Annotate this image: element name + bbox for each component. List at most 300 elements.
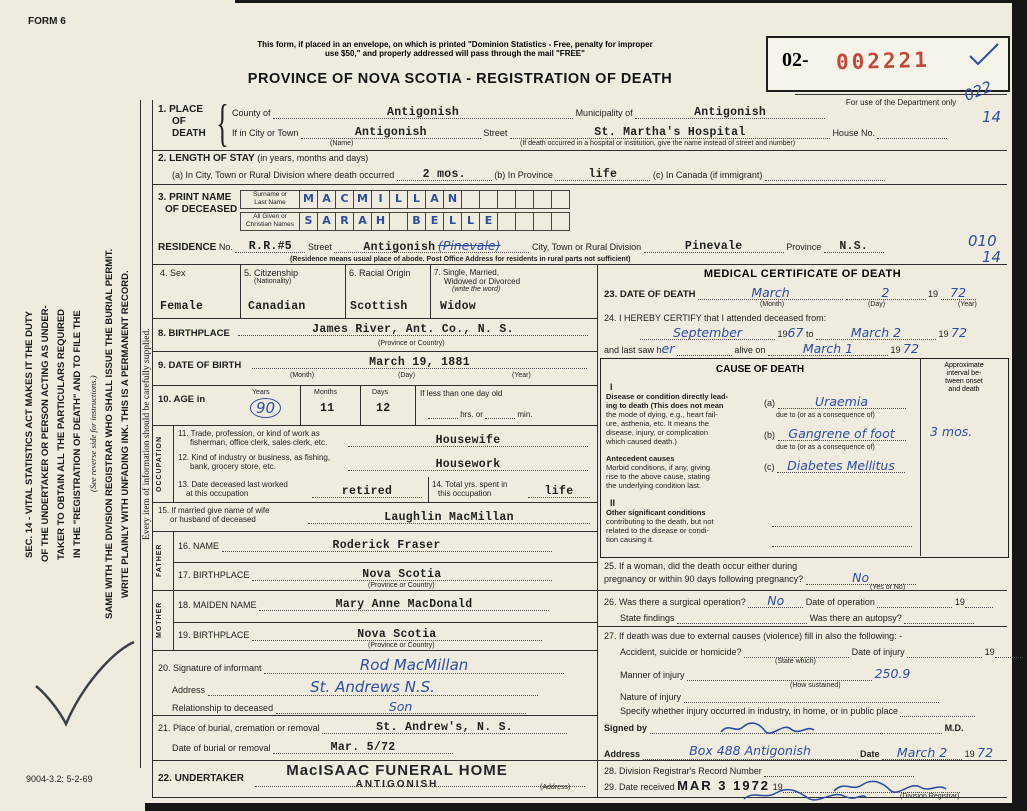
- rule: [152, 650, 597, 651]
- letter-box: [389, 212, 408, 231]
- fill-line: [772, 534, 912, 547]
- item26-line2: [620, 611, 974, 624]
- letter-box: S: [299, 212, 318, 231]
- date-received-stamp: MAR 3 1972: [677, 778, 771, 793]
- item15-label-l1: 15. If married give name of wife: [158, 506, 270, 515]
- death-day-value: 2: [881, 285, 890, 300]
- burial-date-line: [172, 741, 453, 754]
- item27-line5: [620, 704, 975, 717]
- mother-birthplace-line: [178, 628, 542, 641]
- residence-no-label: No.: [218, 242, 233, 252]
- county-value: Antigonish: [387, 106, 460, 119]
- nature-of-injury-label: Nature of injury: [620, 692, 682, 702]
- cause-c-label: (c): [764, 462, 775, 472]
- rule: [173, 562, 597, 563]
- rule: [152, 150, 1007, 151]
- item2-a-field: [397, 168, 492, 181]
- street-label: Street: [483, 128, 508, 138]
- surname-label-l1: Surname or: [253, 191, 287, 198]
- birthplace-field: [238, 323, 588, 336]
- surgical-operation-field: [748, 595, 803, 608]
- physician-address-value: Box 488 Antigonish: [689, 743, 811, 758]
- item1-line1: [232, 106, 825, 119]
- item15-label-l2: or husband of deceased: [170, 515, 256, 524]
- cause-p1-l4: ure, asthenia, etc. It means the: [606, 419, 709, 428]
- state-findings-label: State findings: [620, 613, 675, 623]
- rule: [152, 351, 597, 352]
- rule: [597, 626, 1007, 627]
- sidebar-divider: [140, 100, 141, 768]
- letter-box: [479, 190, 498, 209]
- rule: [152, 425, 597, 426]
- residence-province-field: [824, 240, 884, 253]
- death-day-field: [846, 287, 926, 300]
- attended-from-value: September: [672, 325, 743, 340]
- other-conditions-field-2: [772, 534, 912, 547]
- letter-box: [515, 212, 534, 231]
- age-days-value: 12: [376, 402, 391, 415]
- municipality-field: [635, 106, 825, 119]
- rule: [152, 264, 1007, 265]
- father-birthplace-value: Nova Scotia: [362, 568, 442, 581]
- burial-date-label: Date of burial or removal: [172, 743, 271, 753]
- antecedent-l2: rise to the above cause, stating: [606, 472, 710, 481]
- occupation-strip-divider: [173, 425, 174, 502]
- cause-c-value: Diabetes Mellitus: [787, 458, 895, 473]
- father-birthplace-line: [178, 568, 552, 581]
- letter-box: B: [407, 212, 426, 231]
- occupation-vertical-label: OCCUPATION: [156, 435, 163, 492]
- father-strip-divider: [173, 531, 174, 590]
- letter-box: L: [443, 212, 462, 231]
- residence-province-label: Province: [786, 242, 822, 252]
- item2-title-line: [158, 153, 368, 164]
- cause-p1-l5: disease, injury, or complication: [606, 428, 708, 437]
- birth-date-label: 9. DATE OF BIRTH: [158, 360, 242, 371]
- letter-box: A: [317, 190, 336, 209]
- mother-birthplace-value: Nova Scotia: [357, 628, 437, 641]
- division-registrar-sub: (Division Registrar): [900, 793, 960, 800]
- nineteen-label: 19: [772, 782, 783, 792]
- cause-instruction-1: [606, 392, 760, 446]
- death-month-field: [698, 287, 843, 300]
- informant-signature-label: 20. Signature of informant: [158, 663, 262, 673]
- mother-name-field: [259, 598, 549, 611]
- cause-c-field: [777, 460, 905, 473]
- physician-signature-field: [650, 721, 885, 734]
- accident-label: Accident, suicide or homicide?: [620, 647, 742, 657]
- item2-b-value: life: [588, 168, 618, 181]
- cell-divider: [300, 385, 301, 425]
- letter-box: [551, 190, 570, 209]
- letter-box: [551, 212, 570, 231]
- scan-edge-top: [235, 0, 1012, 3]
- operation-date-label: Date of operation: [805, 597, 875, 607]
- cell-divider: [428, 477, 429, 502]
- burial-place-line: [158, 721, 567, 734]
- age-less-label: If less than one day old: [420, 389, 503, 398]
- letter-box: I: [371, 190, 390, 209]
- other-conditions-l2: related to the disease or condi-: [606, 526, 709, 535]
- item28-line: [604, 764, 914, 777]
- father-name-value: Roderick Fraser: [332, 539, 441, 552]
- marital-label-l2: Widowed or Divorced: [444, 277, 521, 286]
- city-value: Antigonish: [354, 126, 427, 139]
- nineteen-label: 19: [954, 597, 965, 607]
- rule: [152, 531, 597, 532]
- birth-date-field: [252, 356, 587, 369]
- birth-date-value: March 19, 1881: [369, 356, 470, 369]
- age-years-label: Years: [252, 389, 270, 396]
- item3-t2: OF DECEASED: [165, 204, 238, 215]
- death-day-sub: (Day): [868, 301, 886, 308]
- informant-address-line: [172, 679, 538, 696]
- nineteen-label: 19: [777, 329, 788, 339]
- md-label: M.D.: [944, 723, 964, 733]
- injury-date-label: Date of injury: [851, 647, 905, 657]
- rule: [597, 590, 1007, 591]
- pregnancy-sub: (Yes or No): [870, 584, 906, 591]
- fill-line: [772, 514, 912, 527]
- last-seen-field: [768, 343, 888, 356]
- sidebar-see-reverse: (See reverse side for instructions.): [88, 375, 98, 493]
- antecedent-l3: the underlying condition last.: [606, 481, 702, 490]
- cause-a-field: [778, 396, 906, 409]
- residence-struck-value: (Pinevale): [437, 238, 501, 253]
- form-number: FORM 6: [28, 16, 66, 27]
- item1-line2: [232, 126, 947, 139]
- cause-a-line: [764, 396, 906, 409]
- informant-signature-value: Rod MacMillan: [359, 656, 469, 674]
- spouse-field: [308, 511, 590, 524]
- citizenship-value: Canadian: [248, 300, 306, 313]
- undertaker-label: 22. UNDERTAKER: [158, 773, 244, 784]
- certify-line1: 24. I HEREBY CERTIFY that I attended deceased from:: [604, 313, 827, 323]
- city-field: [301, 126, 481, 139]
- informant-address-field: [208, 679, 538, 696]
- informant-relationship-label: Relationship to deceased: [172, 703, 274, 713]
- rule: [173, 622, 597, 623]
- cause-due-to-1: due to (or as a consequence of): [776, 412, 875, 419]
- cause-a-value: Uraemia: [815, 394, 868, 409]
- father-birthplace-field: [252, 568, 552, 581]
- marital-label-l1: 7. Single, Married,: [434, 268, 499, 277]
- cause-b-field: [778, 428, 906, 441]
- death-date-line: [604, 287, 976, 300]
- serial-number-stamp: 002221: [835, 47, 931, 75]
- state-findings-field: [677, 611, 807, 624]
- cell-divider: [240, 264, 241, 318]
- house-no-field: [877, 126, 947, 139]
- item12-line: [348, 458, 588, 471]
- accident-field: [744, 645, 849, 658]
- fill-line: [887, 721, 942, 734]
- burial-place-field: [322, 721, 567, 734]
- autopsy-field: [904, 611, 974, 624]
- nineteen-label: 19: [928, 289, 939, 299]
- dept-code-handwritten-2: 14: [982, 108, 1002, 126]
- cause-roman-2: II: [610, 498, 616, 508]
- letter-box: [533, 190, 552, 209]
- informant-relationship-line: [172, 701, 526, 714]
- cause-b-value: Gangrene of foot: [788, 426, 895, 441]
- age-months-label: Months: [314, 389, 337, 396]
- certify-line3: [604, 343, 919, 356]
- racial-origin-label: 6. Racial Origin: [349, 268, 411, 278]
- cause-c-line: [764, 460, 905, 473]
- surname-letter-boxes: [300, 190, 570, 209]
- death-year-sub: (Year): [958, 301, 977, 308]
- birthplace-line: [238, 323, 588, 336]
- sidebar-sec14-line2: OF THE UNDERTAKER OR PERSON ACTING AS UNDER-: [40, 305, 51, 563]
- age-years-value: 90: [250, 398, 281, 418]
- rule: [152, 715, 597, 716]
- pregnancy-value: No: [852, 570, 870, 585]
- sign-year-value: 72: [977, 745, 994, 760]
- cause-due-to-2: due to (or as a consequence of): [776, 444, 875, 451]
- birth-day-sub: (Day): [398, 372, 416, 379]
- age-min-label: min.: [517, 410, 533, 419]
- physician-address-field: [643, 743, 858, 760]
- item25-l2-line: [604, 572, 916, 585]
- sidebar-sec14-line4: IN THE "REGISTRATION OF DEATH" AND TO FILE THE: [72, 310, 83, 558]
- residence-province-value: N.S.: [839, 240, 869, 253]
- interval-header-l3: tween onset: [945, 378, 983, 385]
- antecedent-title: Antecedent causes: [606, 454, 675, 463]
- undertaker-stamp-name: MacISAAC FUNERAL HOME: [286, 762, 508, 779]
- manner-of-injury-field: [687, 668, 872, 681]
- residence-street-label: Street: [307, 242, 332, 252]
- informant-relationship-field: [276, 701, 526, 714]
- sex-label: 4. Sex: [160, 268, 186, 278]
- informant-signature-field: [264, 657, 564, 674]
- margin-code-010: 010: [968, 232, 997, 250]
- item1-number-label: [158, 104, 203, 115]
- undertaker-sub: (Address): [540, 784, 571, 791]
- father-vertical-label: FATHER: [156, 543, 163, 578]
- cause-of-death-title: CAUSE OF DEATH: [715, 364, 805, 375]
- cause-a-label: (a): [764, 398, 775, 408]
- antecedent-causes-block: [606, 454, 760, 490]
- age-days-label: Days: [372, 389, 388, 396]
- death-month-value: March: [751, 285, 790, 300]
- attended-to-year: 72: [951, 325, 967, 340]
- birth-month-sub: (Month): [290, 372, 315, 379]
- age-hrs-label: hrs. or: [460, 410, 483, 419]
- house-no-label: House No.: [832, 128, 875, 138]
- cause-b-label: (b): [764, 430, 775, 440]
- sidebar-write-plainly: WRITE PLAINLY WITH UNFADING INK. THIS IS A PERMANENT RECORD.: [120, 270, 131, 598]
- father-name-label: 16. NAME: [178, 541, 220, 551]
- rule: [597, 760, 1007, 761]
- birth-date-line: [252, 356, 587, 369]
- sidebar-every-item: Every item of information should be carefully supplied.: [142, 328, 152, 540]
- rule: [152, 502, 597, 503]
- death-year-field: [941, 287, 976, 300]
- cause-p1-l6: which caused death.): [606, 437, 677, 446]
- mother-birthplace-sub: (Province or Country): [368, 642, 435, 649]
- letter-box: H: [371, 212, 390, 231]
- father-birthplace-label: 17. BIRTHPLACE: [178, 570, 250, 580]
- physician-signature: [717, 721, 817, 735]
- surgical-operation-label: 26. Was there a surgical operation?: [604, 597, 746, 607]
- birth-year-sub: (Year): [512, 372, 531, 379]
- last-saw-label: and last saw h: [604, 345, 662, 355]
- mother-birthplace-label: 19. BIRTHPLACE: [178, 630, 250, 640]
- to-label: to: [805, 329, 814, 339]
- mother-maiden-name-label: 18. MAIDEN NAME: [178, 600, 257, 610]
- item14-label-l2: this occupation: [438, 489, 492, 498]
- item13-value: retired: [341, 485, 393, 498]
- letter-box: A: [317, 212, 336, 231]
- cell-divider: [360, 385, 361, 425]
- cause-b-line: [764, 428, 906, 441]
- scan-edge-right: [1012, 0, 1027, 811]
- cause-p1-l1: Disease or condition directly lead-: [606, 392, 729, 401]
- item25-l1: 25. If a woman, did the death occur either during: [604, 561, 798, 571]
- spouse-value: Laughlin MacMillan: [384, 511, 514, 524]
- item13-field: [312, 485, 422, 498]
- residence-division-label: City, Town or Rural Division: [531, 242, 642, 252]
- envelope-note: [200, 40, 710, 58]
- surname-label: [240, 190, 300, 209]
- given-names-label: [240, 212, 300, 231]
- injury-year-field: [995, 645, 1023, 658]
- cause-roman-1: I: [610, 382, 613, 392]
- envelope-note-line1: This form, if placed in an envelope, on which is printed "Dominion Statistics - Free, penalty for improper: [257, 40, 653, 49]
- informant-signature-line: [158, 657, 564, 674]
- sidebar-sec14-line1: SEC. 14 - VITAL STATISTICS ACT MAKES IT THE DUTY: [24, 310, 35, 558]
- attended-from-year: 67: [787, 325, 804, 340]
- birthplace-value: James River, Ant. Co., N. S.: [312, 323, 514, 336]
- rule: [152, 184, 1007, 185]
- racial-origin-value: Scottish: [350, 300, 408, 313]
- signed-by-label: Signed by: [604, 723, 648, 733]
- item27-line4: [620, 690, 939, 703]
- item2-a-value: 2 mos.: [422, 168, 466, 181]
- death-year-value: 72: [950, 285, 967, 300]
- item12-label-l1: 12. Kind of industry or business, as fishing,: [178, 453, 331, 462]
- rule: [152, 760, 597, 761]
- burial-place-value: St. Andrew's, N. S.: [376, 721, 513, 734]
- letter-box: [533, 212, 552, 231]
- letter-box: A: [353, 212, 372, 231]
- physician-address-label: Address: [604, 749, 641, 759]
- item2-title-sub: (in years, months and days): [257, 153, 369, 163]
- item12-value: Housework: [435, 458, 501, 471]
- envelope-note-line2: use $50," and properly addressed will pass through the mail "FREE": [325, 49, 585, 58]
- item2-b-field: [555, 168, 650, 181]
- attended-to-field: [816, 327, 936, 340]
- alive-on-label: alive on: [734, 345, 766, 355]
- street-field: [510, 126, 830, 139]
- checkmark-large: [28, 638, 140, 730]
- surname-label-l2: Last Name: [254, 199, 286, 206]
- item12-label-l2: bank, grocery store, etc.: [190, 462, 276, 471]
- sidebar-sec14-line3: TAKER TO OBTAIN ALL THE PARTICULARS REQUIRED: [56, 308, 67, 560]
- form-bottom-border: [152, 797, 1007, 798]
- item2-fields: [172, 168, 885, 181]
- mother-strip-divider: [173, 590, 174, 650]
- item25-l2: pregnancy or within 90 days following pregnancy?: [604, 574, 804, 584]
- item11-value: Housewife: [435, 434, 501, 447]
- form-left-border: [152, 100, 153, 797]
- informant-address-value: St. Andrews N.S.: [310, 678, 435, 696]
- item14-field: [528, 485, 590, 498]
- column-divider: [597, 264, 598, 797]
- city-name-sub: (Name): [330, 140, 354, 147]
- interval-header: [924, 362, 1004, 394]
- interval-header-l1: Approximate: [944, 362, 984, 369]
- item27-line3: [620, 668, 910, 681]
- father-name-line: [178, 539, 552, 552]
- letter-box: E: [479, 212, 498, 231]
- item11-label-l1: 11. Trade, profession, or kind of work as: [178, 429, 320, 438]
- residence-label: RESIDENCE: [158, 242, 217, 253]
- item1-brace: {: [216, 95, 229, 152]
- item12-field: [348, 458, 588, 471]
- age-hrs-field: [428, 406, 458, 419]
- citizenship-sub: (Nationality): [254, 278, 292, 285]
- marital-value: Widow: [440, 300, 477, 313]
- undertaker-stamp: [262, 762, 532, 790]
- item11-field: [348, 434, 588, 447]
- nineteen-label: 19: [984, 647, 995, 657]
- item1-no: 1.: [158, 104, 167, 115]
- item14-value: life: [544, 485, 574, 498]
- cause-p1-l3: the mode of dying, e.g., heart fail-: [606, 410, 718, 419]
- cell-divider: [345, 264, 346, 318]
- interval-header-l4: and death: [948, 386, 980, 393]
- item13-label-l1: 13. Date deceased last worked: [178, 480, 288, 489]
- attended-from-field: [640, 327, 775, 340]
- informant-address-label: Address: [172, 685, 206, 695]
- print-code: 9004-3.2: 5-2-69: [26, 774, 93, 784]
- sign-date-label: Date: [860, 749, 880, 759]
- last-seen-year: 72: [903, 341, 919, 356]
- marital-sub: (write the word): [452, 286, 501, 293]
- age-min-field: [485, 406, 515, 419]
- letter-box: L: [389, 190, 408, 209]
- checkmark-icon: [966, 40, 1002, 70]
- surgical-operation-value: No: [767, 593, 785, 608]
- item14-line: [528, 485, 590, 498]
- last-saw-blank: [677, 343, 732, 356]
- state-which-sub: (State which): [775, 658, 816, 665]
- sign-date-value: March 2: [896, 745, 948, 760]
- residence-note: (Residence means usual place of abode. Post Office Address for residents in rural parts not sufficient): [290, 256, 631, 263]
- operation-year-field: [965, 595, 993, 608]
- residence-line: [158, 240, 884, 253]
- cause-p1-l2: ing to death (This does not mean: [606, 401, 724, 410]
- item2-title: 2. LENGTH OF STAY: [158, 153, 255, 164]
- item15-line: [308, 511, 590, 524]
- sidebar-sec14-line5: SAME WITH THE DIVISION REGISTRAR WHO SHALL ISSUE THE BURIAL PERMIT.: [104, 248, 115, 620]
- date-received-label: 29. Date received: [604, 782, 675, 792]
- residence-no-field: [235, 240, 305, 253]
- letter-box: M: [353, 190, 372, 209]
- item3-t1: 3. PRINT NAME: [158, 192, 232, 203]
- scan-edge-bottom: [145, 803, 1027, 811]
- antecedent-l1: Morbid conditions, if any, giving: [606, 463, 711, 472]
- age-label: 10. AGE in: [158, 394, 206, 405]
- street-note: (If death occurred in a hospital or institution, give the name instead of street and number): [520, 140, 796, 147]
- dept-code-handwritten: 022: [961, 77, 995, 105]
- nineteen-label: 19: [938, 329, 949, 339]
- burial-date-value: Mar. 5/72: [330, 741, 396, 754]
- citizenship-label: 5. Citizenship: [244, 268, 299, 278]
- record-number-label: 28. Division Registrar's Record Number: [604, 766, 762, 776]
